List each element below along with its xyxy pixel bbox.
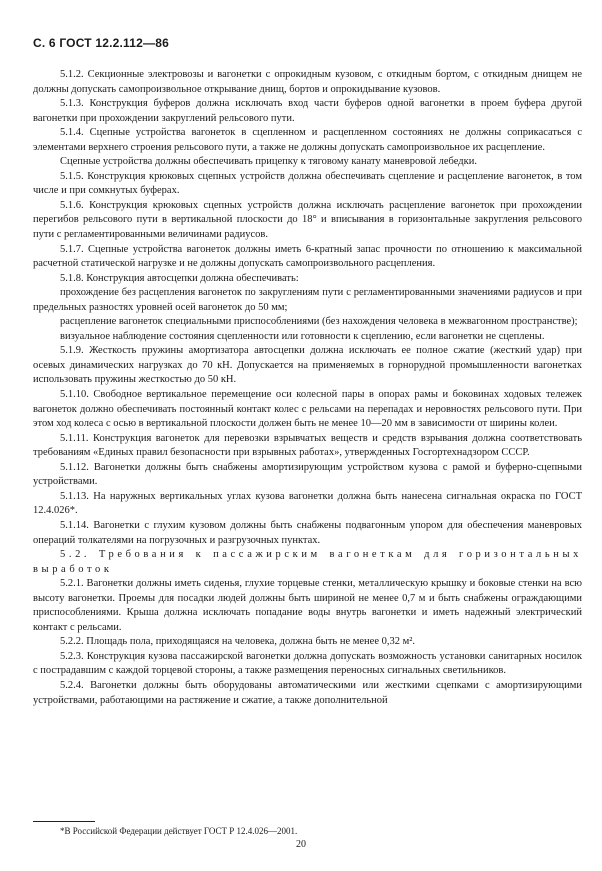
page-number: 20 xyxy=(296,839,306,850)
paragraph: 5.1.8. Конструкция автосцепки должна обеспечивать: xyxy=(60,272,299,284)
paragraph: расцепление вагонеток специальными приспособлениями (без нахождения человека в межвагонном пространстве); xyxy=(60,316,578,328)
paragraph: Сцепные устройства должны обеспечивать прицепку к тяговому канату маневровой лебедки. xyxy=(60,156,477,168)
paragraph: 5.1.6. Конструкция крюковых сцепных устройств должна исключать расцепление вагонеток при прохождении перегибов рельсового пути в вертикальной плоскости до 18° и вписывания в горизонтальные закругления рельсового пути с регламентированными величинами радиусов. xyxy=(33,199,582,241)
paragraph: 5.1.12. Вагонетки должны быть снабжены амортизирующим устройством кузова с рамой и буферно-сцепными устройствами. xyxy=(33,461,582,488)
paragraph: 5.1.4. Сцепные устройства вагонеток в сцепленном и расцепленном состояниях не должны соприкасаться с элементами верхнего строения рельсового пути, а также не должны допускать самопроизвольное их расцепление. xyxy=(33,127,582,153)
paragraph: 5.1.7. Сцепные устройства вагонеток должны иметь 6-кратный запас прочности по отношению к максимальной расчетной статической нагрузке и не должны допускать самопроизвольного расцепления. xyxy=(33,243,582,270)
paragraph: 5.1.10. Свободное вертикальное перемещение оси колесной пары в опорах рамы и боковинах ходовых тележек вагонеток должно обеспечивать постоянный контакт колес с рельсами на перепадах и неровностях рельсового пути. При этом ход колеса с осью в вертикальной плоскости должен быть не менее 10—20 мм в зависимости от ширины колеи. xyxy=(33,389,582,430)
paragraph: 5.1.13. На наружных вертикальных углах кузова вагонетки должна быть нанесена сигнальная окраска по ГОСТ 12.4.026*. xyxy=(33,490,582,517)
footnote-rule xyxy=(33,821,95,822)
paragraph: 5.2.4. Вагонетки должны быть оборудованы автоматическими или жесткими сцепками с амортизирующими устройствами, работающими на растяжение и сжатие, а также дополнительной xyxy=(33,679,582,706)
page-header: С. 6 ГОСТ 12.2.112—86 xyxy=(33,36,169,50)
section-heading: 5.2. Требования к пассажирским вагонеткам для горизонтальных выработок xyxy=(33,549,582,575)
footnote: *В Российской Федерации действует ГОСТ Р 12.4.026—2001. xyxy=(60,826,298,836)
paragraph: 5.2.2. Площадь пола, приходящаяся на человека, должна быть не менее 0,32 м². xyxy=(60,636,416,648)
document-body xyxy=(33,68,582,708)
paragraph: 5.1.11. Конструкция вагонеток для перевозки взрывчатых веществ и средств взрывания должна соответствовать требованиям «Единых правил безопасности при взрывных работах», утвержденных Госгортехнадзором СССР. xyxy=(33,432,582,459)
paragraph: визуальное наблюдение состояния сцепленности или готовности к сцеплению, если вагонетки не сцеплены. xyxy=(60,330,545,342)
paragraph: 5.1.14. Вагонетки с глухим кузовом должны быть снабжены подвагонным упором для обеспечения маневровых операций толкателями на погрузочных и разгрузочных пунктах. xyxy=(33,519,582,546)
paragraph: 5.1.9. Жесткость пружины амортизатора автосцепки должна исключать ее полное сжатие (жесткий удар) при осевых динамических нагрузках до 70 кН. Допускается на применяемых в горнорудной промышленности вагонетках использовать пружины жесткостью до 50 кН. xyxy=(33,345,582,386)
paragraph: 5.1.2. Секционные электровозы и вагонетки с опрокидным кузовом, с откидным бортом, с откидным днищем не должны допускать самопроизвольное открывание днищ, бортов и опрокидывание кузовов. xyxy=(33,69,582,95)
paragraph: прохождение без расцепления вагонеток по закруглениям пути с регламентированными значениями радиусов и при предельных разностях уровней осей вагонеток до 50 мм; xyxy=(33,287,582,313)
paragraph: 5.2.3. Конструкция кузова пассажирской вагонетки должна допускать возможность установки санитарных носилок с пострадавшим с каждой торцевой стороны, а также размещения переносных сигнальных светильников. xyxy=(33,650,582,677)
paragraph: 5.1.3. Конструкция буферов должна исключать вход части буферов одной вагонетки в проем буфера другой вагонетки при прохождении закруглений рельсового пути. xyxy=(33,98,582,124)
paragraph: 5.1.5. Конструкция крюковых сцепных устройств должна обеспечивать сцепление и расцепление вагонеток, в том числе и при сомкнутых буферах. xyxy=(33,170,582,197)
paragraph: 5.2.1. Вагонетки должны иметь сиденья, глухие торцевые стенки, металлическую крышку и боковые стенки на всю высоту вагонетки. Проемы для посадки людей должны быть шириной не менее 0,7 м и быть снабжены ограждающими приспособлениями. Крыша должна исключать попадание воды внутрь вагонетки и иметь надежный электрический контакт с рельсами. xyxy=(33,578,582,633)
